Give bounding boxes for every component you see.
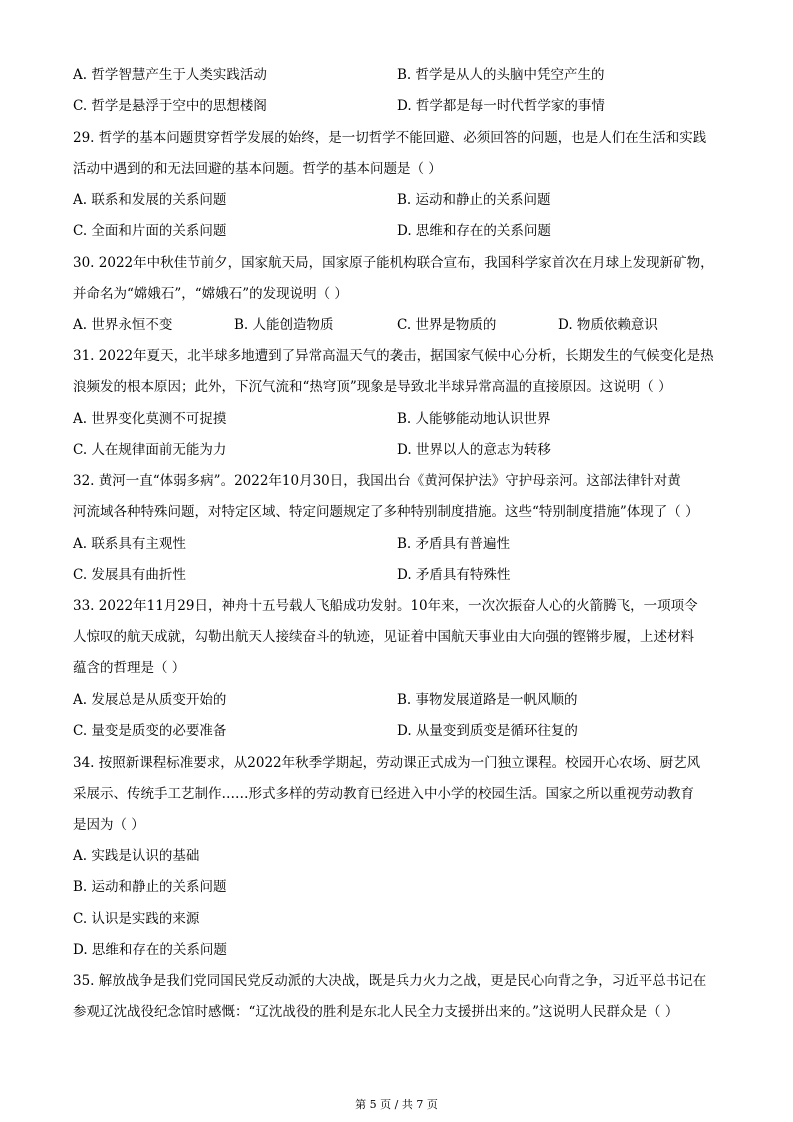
page-footer: 第 5 页 / 共 7 页	[355, 1098, 438, 1111]
q33-option-d: D. 从量变到质变是循环往复的	[397, 723, 578, 739]
q31-stem-line-2: 浪频发的根本原因；此外，下沉气流和“热穹顶”现象是导致北半球异常高温的直接原因。这说明（ ）	[73, 379, 672, 395]
q35-stem-line-2: 参观辽沈战役纪念馆时感慨：“辽沈战役的胜利是东北人民全力支援拼出来的。”这说明人民群众是（ ）	[73, 1004, 679, 1020]
q28-option-a: A. 哲学智慧产生于人类实践活动	[73, 67, 267, 83]
q30-option-d: D. 物质依赖意识	[558, 317, 658, 333]
q29-option-c: C. 全面和片面的关系问题	[73, 223, 227, 239]
q30-option-a: A. 世界永恒不变	[73, 317, 173, 333]
q32-stem-line-1: 32. 黄河一直“体弱多病”。2022年10月30日，我国出台《黄河保护法》守护母亲河。这部法律针对黄	[73, 473, 681, 489]
q33-stem-line-3: 蕴含的哲理是（ ）	[73, 660, 186, 676]
q33-option-b: B. 事物发展道路是一帆风顺的	[397, 692, 578, 708]
q35-stem-line-1: 35. 解放战争是我们党同国民党反动派的大决战，既是兵力火力之战，更是民心向背之争，习近平总书记在	[73, 973, 707, 989]
q30-stem-line-1: 30. 2022年中秋佳节前夕，国家航天局，国家原子能机构联合宣布，我国科学家首次在月球上发现新矿物，	[73, 255, 714, 271]
q31-stem-line-1: 31. 2022年夏天，北半球多地遭到了异常高温天气的袭击，据国家气候中心分析，长期发生的气候变化是热	[73, 348, 714, 364]
q31-option-a: A. 世界变化莫测不可捉摸	[73, 411, 227, 427]
q29-option-b: B. 运动和静止的关系问题	[397, 192, 551, 208]
q32-option-a: A. 联系具有主观性	[73, 536, 186, 552]
q30-stem-line-2: 并命名为“嫦娥石”，“嫦娥石”的发现说明（ ）	[73, 286, 348, 302]
q29-stem-line-2: 活动中遇到的和无法回避的基本问题。哲学的基本问题是（ ）	[73, 161, 442, 177]
q32-option-b: B. 矛盾具有普遍性	[397, 536, 511, 552]
q31-option-d: D. 世界以人的意志为转移	[397, 442, 551, 458]
q30-option-b: B. 人能创造物质	[234, 317, 334, 333]
q34-stem-line-3: 是因为（ ）	[73, 817, 145, 833]
q34-option-a: A. 实践是认识的基础	[73, 848, 200, 864]
q28-option-b: B. 哲学是从人的头脑中凭空产生的	[397, 67, 605, 83]
q34-stem-line-1: 34. 按照新课程标准要求，从2022年秋季学期起，劳动课正式成为一门独立课程。校园开心农场、厨艺风	[73, 755, 701, 771]
q33-option-a: A. 发展总是从质变开始的	[73, 692, 227, 708]
q29-option-a: A. 联系和发展的关系问题	[73, 192, 227, 208]
q28-option-c: C. 哲学是悬浮于空中的思想楼阁	[73, 98, 267, 114]
q32-stem-line-2: 河流域各种特殊问题，对特定区域、特定问题规定了多种特别制度措施。这些“特别制度措施”体现了（ ）	[73, 504, 699, 520]
q33-option-c: C. 量变是质变的必要准备	[73, 723, 227, 739]
q33-stem-line-1: 33. 2022年11月29日，神舟十五号载人飞船成功发射。10年来，一次次振奋人心的火箭腾飞，一项项令	[73, 598, 698, 614]
q31-option-b: B. 人能够能动地认识世界	[397, 411, 551, 427]
q32-option-d: D. 矛盾具有特殊性	[397, 567, 511, 583]
q28-option-d: D. 哲学都是每一时代哲学家的事情	[397, 98, 605, 114]
q34-option-d: D. 思维和存在的关系问题	[73, 942, 227, 958]
q32-option-c: C. 发展具有曲折性	[73, 567, 186, 583]
q34-option-c: C. 认识是实践的来源	[73, 911, 200, 927]
q34-option-b: B. 运动和静止的关系问题	[73, 879, 227, 895]
q30-option-c: C. 世界是物质的	[397, 317, 497, 333]
q29-stem-line-1: 29. 哲学的基本问题贯穿哲学发展的始终，是一切哲学不能回避、必须回答的问题，也是人们在生活和实践	[73, 130, 707, 146]
q33-stem-line-2: 人惊叹的航天成就，勾勒出航天人接续奋斗的轨迹，见证着中国航天事业由大向强的铿锵步履，上述材料	[73, 629, 694, 645]
q34-stem-line-2: 采展示、传统手工艺制作……形式多样的劳动教育已经进入中小学的校园生活。国家之所以重视劳动教育	[73, 786, 694, 802]
q31-option-c: C. 人在规律面前无能为力	[73, 442, 227, 458]
q29-option-d: D. 思维和存在的关系问题	[397, 223, 551, 239]
